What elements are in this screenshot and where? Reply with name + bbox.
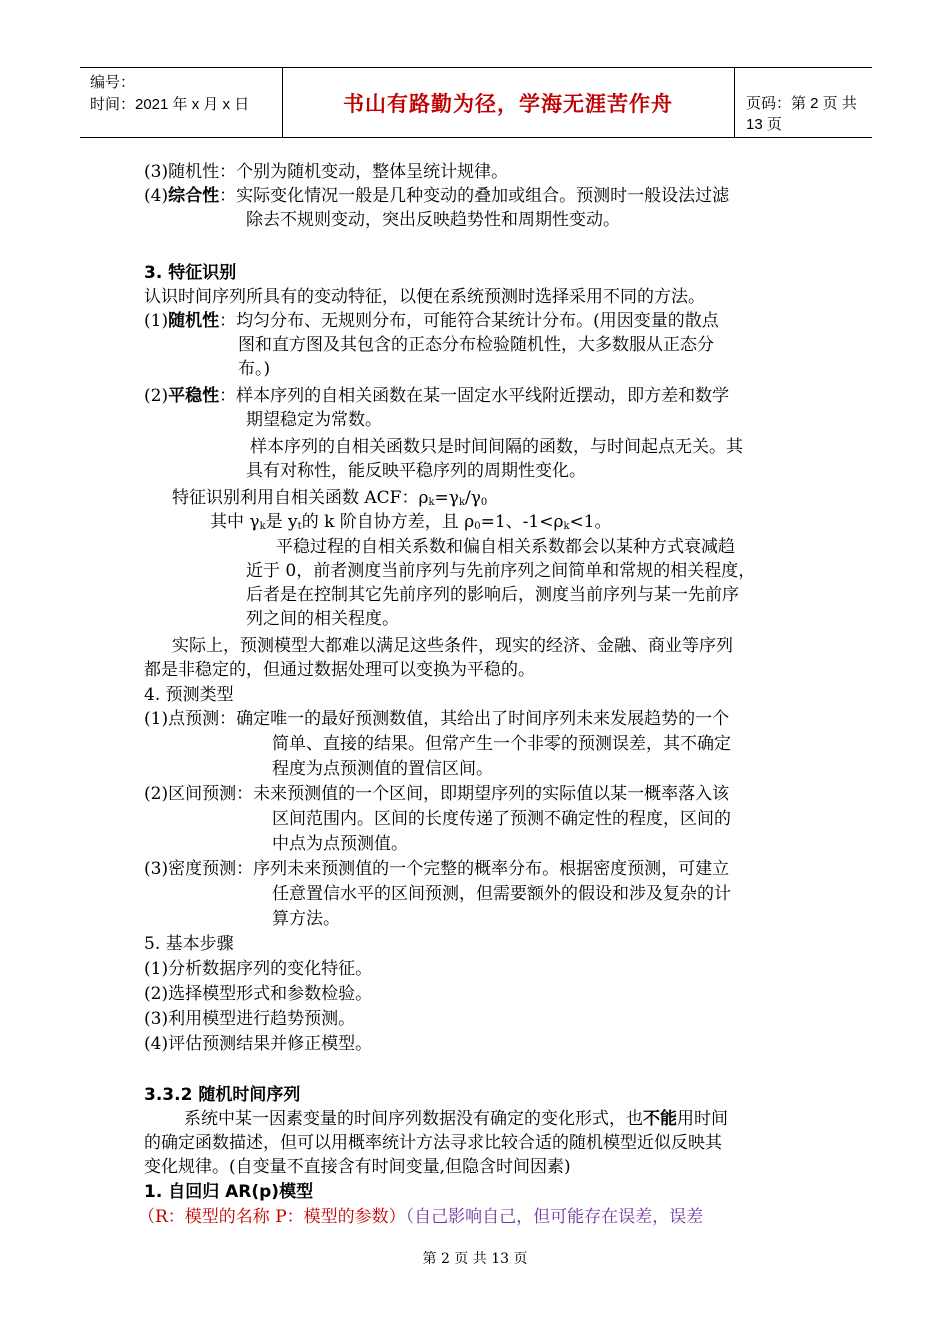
formula-text: =γ — [434, 488, 459, 508]
subscript: k — [458, 497, 466, 508]
formula-text: 其中 γ — [210, 512, 260, 532]
text-line: 区间范围内。区间的长度传递了预测不确定性的程度，区间的 — [272, 809, 731, 829]
page-header — [80, 67, 872, 138]
subscript: t — [297, 521, 302, 532]
item-text: 用时间 — [677, 1109, 728, 1129]
text-line: 列之间的相关程度。 — [246, 609, 399, 629]
section-heading: 5. 基本步骤 — [144, 934, 234, 954]
formula-text: 是 y — [265, 512, 298, 532]
item-text: ：均匀分布、无规则分布，可能符合某统计分布。(用因变量的散点 — [219, 311, 719, 331]
text-line: (1)点预测：确定唯一的最好预测数值，其给出了时间序列未来发展趋势的一个 — [144, 709, 730, 729]
text-line: 布。) — [238, 359, 271, 379]
text-line: (3)随机性：个别为随机变动，整体呈统计规律。 — [144, 162, 509, 182]
text-line: 简单、直接的结果。但常产生一个非零的预测误差，其不确定 — [272, 734, 731, 754]
section-heading: 3. 特征识别 — [144, 263, 237, 283]
subscript: k — [259, 521, 266, 532]
bold-term: 综合性 — [168, 186, 220, 206]
text-line: 认识时间序列所具有的变动特征，以便在系统预测时选择采用不同的方法。 — [144, 287, 705, 307]
item-text: ：实际变化情况一般是几种变动的叠加或组合。预测时一般设法过滤 — [219, 186, 730, 206]
header-page-info: 页码：第 2 页 共 13 页 — [746, 95, 857, 133]
text-line: 具有对称性，能反映平稳序列的周期性变化。 — [246, 461, 586, 481]
text-line — [184, 1107, 728, 1131]
text-line — [144, 384, 729, 408]
subscript: k — [428, 497, 435, 508]
bold-term: 平稳性 — [168, 386, 220, 406]
subscript: k — [563, 521, 570, 532]
formula-text: 特征识别利用自相关函数 ACF：ρ — [172, 488, 429, 508]
text-line: 中点为点预测值。 — [272, 834, 408, 854]
item-number: (2) — [144, 386, 169, 406]
text-line: 算方法。 — [272, 909, 340, 929]
text-line: 变化规律。(自变量不直接含有时间变量,但隐含时间因素) — [144, 1157, 571, 1177]
text-line: 期望稳定为常数。 — [246, 410, 382, 430]
red-note: （R：模型的名称 P：模型的参数） — [138, 1207, 406, 1227]
subscript: 0 — [474, 521, 481, 532]
item-number: (4) — [144, 186, 169, 206]
item-text: ：样本序列的自相关函数在某一固定水平线附近摆动，即方差和数学 — [219, 386, 730, 406]
text-line: (3)利用模型进行趋势预测。 — [144, 1009, 356, 1029]
formula-text: <1。 — [569, 512, 612, 532]
text-line — [144, 184, 729, 208]
header-divider-left — [282, 68, 283, 137]
text-line: (2)区间预测：未来预测值的一个区间，即期望序列的实际值以某一概率落入该 — [144, 784, 730, 804]
purple-note: （自己影响自己，但可能存在误差，误差 — [405, 1207, 704, 1227]
header-motto: 书山有路勤为径，学海无涯苦作舟 — [343, 93, 673, 116]
page-footer: 第 2 页 共 13 页 — [422, 1251, 528, 1267]
text-line — [144, 309, 719, 333]
bold-term: 不能 — [643, 1109, 677, 1129]
subscript: 0 — [480, 497, 488, 508]
time-label: 时间：2021 年 x 月 x 日 — [90, 96, 250, 113]
formula-text: 的 k 阶自协方差，且 ρ — [301, 512, 475, 532]
text-line: 平稳过程的自相关系数和偏自相关系数都会以某种方式衰减趋 — [276, 537, 735, 557]
text-line: 程度为点预测值的置信区间。 — [272, 759, 493, 779]
section-heading: 4. 预测类型 — [144, 685, 234, 705]
formula-text: /γ — [465, 488, 481, 508]
text-line: 的确定函数描述，但可以用概率统计方法寻求比较合适的随机模型近似反映其 — [144, 1133, 722, 1153]
item-text: 系统中某一因素变量的时间序列数据没有确定的变化形式，也 — [184, 1109, 643, 1129]
bold-term: 随机性 — [168, 311, 220, 331]
text-line: 任意置信水平的区间预测，但需要额外的假设和涉及复杂的计 — [272, 884, 731, 904]
text-line: 图和直方图及其包含的正态分布检验随机性，大多数服从正态分 — [238, 335, 714, 355]
text-line: 都是非稳定的，但通过数据处理可以变换为平稳的。 — [144, 660, 535, 680]
text-line: (2)选择模型形式和参数检验。 — [144, 984, 373, 1004]
section-heading: 1. 自回归 AR(p)模型 — [144, 1182, 314, 1202]
text-line: (3)密度预测：序列未来预测值的一个完整的概率分布。根据密度预测，可建立 — [144, 859, 730, 879]
text-line — [138, 1205, 703, 1229]
text-line: 除去不规则变动，突出反映趋势性和周期性变动。 — [246, 210, 620, 230]
formula-text: =1、-1<ρ — [480, 512, 564, 532]
header-divider-right — [734, 68, 735, 137]
text-line: 后者是在控制其它先前序列的影响后，测度当前序列与某一先前序 — [246, 585, 739, 605]
text-line: 样本序列的自相关函数只是时间间隔的函数，与时间起点无关。其 — [250, 437, 743, 457]
text-line: 实际上，预测模型大都难以满足这些条件，现实的经济、金融、商业等序列 — [172, 636, 733, 656]
text-line: (4)评估预测结果并修正模型。 — [144, 1034, 373, 1054]
header-meta — [90, 72, 280, 116]
text-line: 近于 0，前者测度当前序列与先前序列之间简单和常规的相关程度， — [246, 561, 756, 581]
number-label: 编号： — [90, 74, 136, 91]
section-heading: 3.3.2 随机时间序列 — [144, 1085, 301, 1105]
item-number: (1) — [144, 311, 169, 331]
text-line: (1)分析数据序列的变化特征。 — [144, 959, 373, 979]
